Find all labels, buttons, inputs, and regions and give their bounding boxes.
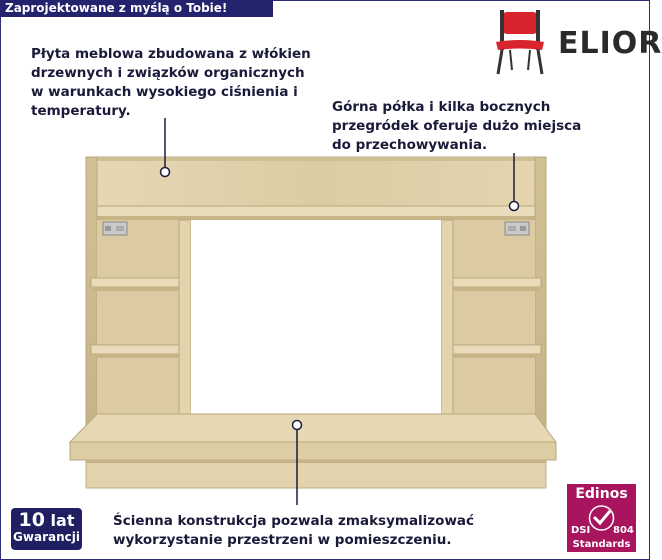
left-divider (179, 220, 191, 420)
top-back-panel (86, 157, 546, 209)
left-compartment-back (97, 220, 179, 420)
brand-name: ELIOR (558, 26, 662, 61)
cert-name: Edinos (575, 486, 628, 502)
callout-line: drzewnych i związków organicznych (31, 65, 305, 81)
cert-right-code: 804 (613, 525, 634, 536)
callout-line: wykorzystanie przestrzeni w pomieszczeniu. (113, 532, 452, 548)
warranty-years: 10 (18, 509, 45, 531)
certification-badge (567, 484, 636, 552)
center-opening (191, 220, 441, 420)
warranty-badge (11, 508, 82, 550)
right-side-panel (535, 157, 546, 440)
callout-line: przegródek oferuje dużo miejsca (332, 118, 582, 134)
callout-line: Płyta meblowa zbudowana z włókien (31, 46, 311, 62)
right-bracket (505, 222, 529, 235)
desk-top (70, 414, 556, 488)
top-shelf (88, 206, 542, 220)
left-bracket (103, 222, 127, 235)
checkmark-emblem-icon (567, 502, 636, 536)
callout-line: do przechowywania. (332, 137, 488, 153)
warranty-subtitle: Gwarancji (13, 530, 80, 544)
warranty-unit: lat (50, 511, 75, 530)
callout-line: w warunkach wysokiego ciśnienia i (31, 84, 298, 100)
right-divider (441, 220, 453, 420)
top-banner-text: Zaprojektowane z myślą o Tobie! (5, 1, 228, 15)
callout-line: Ścienna konstrukcja pozwala zmaksymalizować (113, 513, 475, 529)
right-compartment-back (452, 220, 535, 420)
left-side-panel (86, 157, 97, 440)
cert-caption: Standards (572, 539, 631, 550)
callout-line: temperatury. (31, 103, 131, 119)
cert-left-code: DSI (571, 525, 591, 536)
callout-line: Górna półka i kilka bocznych (332, 99, 551, 115)
